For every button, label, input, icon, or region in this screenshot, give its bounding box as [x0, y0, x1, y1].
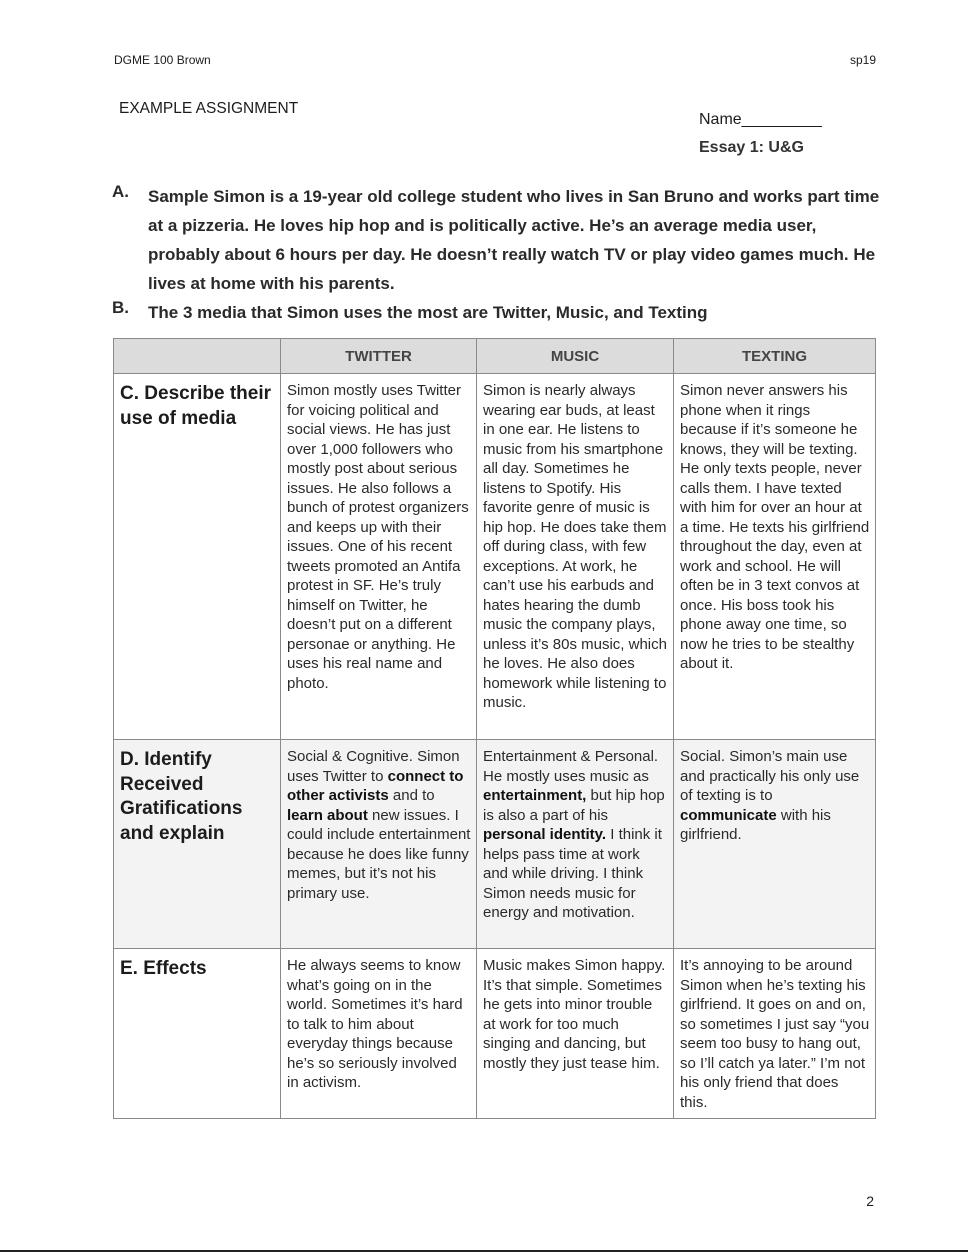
media-use-table — [113, 338, 876, 1119]
cell-music — [477, 374, 674, 740]
table-row-effects — [114, 949, 876, 1119]
item-a — [112, 182, 882, 298]
item-text: The 3 media that Simon uses the most are Twitter, Music, and Texting — [148, 303, 708, 322]
cell-text: Simon never answers his phone when it rings because if it’s someone he knows, they will be texting. He only texts people, never calls them. I have texted with him for over an hour at a time. He texts his girlfriend throughout the day, even at work and school. He will often be in 3 text convos at once. His boss took his phone away one time, so now he tries to be stealthy about it. — [680, 382, 870, 672]
emphasized-text: communicate — [680, 806, 777, 824]
cell-texting — [674, 374, 876, 740]
item-letter: A. — [112, 182, 129, 201]
row-label: D. Identify Received Gratifications and explain — [114, 740, 281, 949]
table-header-row — [114, 339, 876, 374]
cell-text: He always seems to know what’s going on in the world. Sometimes it’s hard to talk to him about everyday things because he’s so seriously involved in activism. — [287, 957, 463, 1091]
item-letter: B. — [112, 298, 129, 317]
emphasized-text: personal identity. — [483, 826, 607, 843]
emphasized-text: connect to other activists — [287, 767, 464, 804]
cell-music — [477, 949, 674, 1119]
cell-text: Simon mostly uses Twitter for voicing political and social views. He has just over 1,000 followers who mostly post about serious issues. He also follows a bunch of protest organizers and keeps up with their issues. One of his recent tweets promoted an Antifa protest in SF. He’s truly himself on Twitter, he doesn’t put on a different personae or anything. He uses his real name and photo. — [287, 382, 469, 692]
cell-text: Social. Simon’s main use and practically his only use of texting is to — [680, 748, 860, 804]
cell-text: and to — [388, 787, 435, 804]
item-b — [112, 298, 882, 327]
cell-text: new issues. I could include entertainment because he does like funny memes, but it’s not his primary use. — [287, 806, 471, 902]
cell-text: I think it helps pass time at work and while driving. I think Simon needs music for energy and motivation. — [483, 826, 662, 921]
emphasized-text: learn about — [287, 806, 368, 824]
cell-text: Social & Cognitive. Simon uses Twitter to — [287, 748, 460, 785]
course-header: DGME 100 Brown — [114, 53, 211, 67]
table-row-describe-use — [114, 374, 876, 740]
cell-text: Entertainment & Personal. He mostly uses music as — [483, 748, 659, 785]
page-number: 2 — [866, 1193, 874, 1209]
row-label: E. Effects — [114, 949, 281, 1119]
column-header-blank — [114, 339, 281, 374]
cell-text: Music makes Simon happy. It’s that simple. Sometimes he gets into minor trouble at work for too much singing and dancing, but mostly they just tease him. — [483, 957, 666, 1072]
term-header: sp19 — [849, 53, 876, 67]
table-row-gratifications — [114, 740, 876, 949]
column-header-music: MUSIC — [477, 339, 674, 374]
name-line: Name_________ — [699, 111, 822, 128]
emphasized-text: entertainment, — [483, 787, 587, 804]
cell-music — [477, 740, 674, 949]
bottom-border — [0, 1250, 968, 1252]
cell-text: It’s annoying to be around Simon when he’s texting his girlfriend. It goes on and on, so sometimes I just say “you seem too busy to hang out, so I’ll catch ya later.” I’m not his only friend that does this. — [680, 957, 870, 1111]
assignment-label: EXAMPLE ASSIGNMENT — [119, 100, 299, 117]
item-text: Sample Simon is a 19-year old college student who lives in San Bruno and works part time at a pizzeria. He loves hip hop and is politically active. He’s an average media user, probably about 6 hours per day. He doesn’t really watch TV or play video games much. He lives at home with his parents. — [148, 187, 880, 293]
cell-text: Simon is nearly always wearing ear buds, at least in one ear. He listens to music from his smartphone all day. Sometimes he listens to Spotify. His favorite genre of music is hip hop. He does take them off during class, with few exceptions. At work, he can’t use his earbuds and hates hearing the dumb music the company plays, unless it’s 80s music, which he loves. He also does homework while listening to music. — [483, 382, 667, 711]
cell-texting — [674, 949, 876, 1119]
cell-texting — [674, 740, 876, 949]
essay-title: Essay 1: U&G — [699, 139, 804, 156]
cell-twitter — [281, 374, 477, 740]
column-header-texting: TEXTING — [674, 339, 876, 374]
column-header-twitter: TWITTER — [281, 339, 477, 374]
row-label: C. Describe their use of media — [114, 374, 281, 740]
cell-text: with his girlfriend. — [680, 806, 831, 843]
cell-twitter — [281, 740, 477, 949]
cell-twitter — [281, 949, 477, 1119]
cell-text: but hip hop is also a part of his — [483, 787, 665, 824]
